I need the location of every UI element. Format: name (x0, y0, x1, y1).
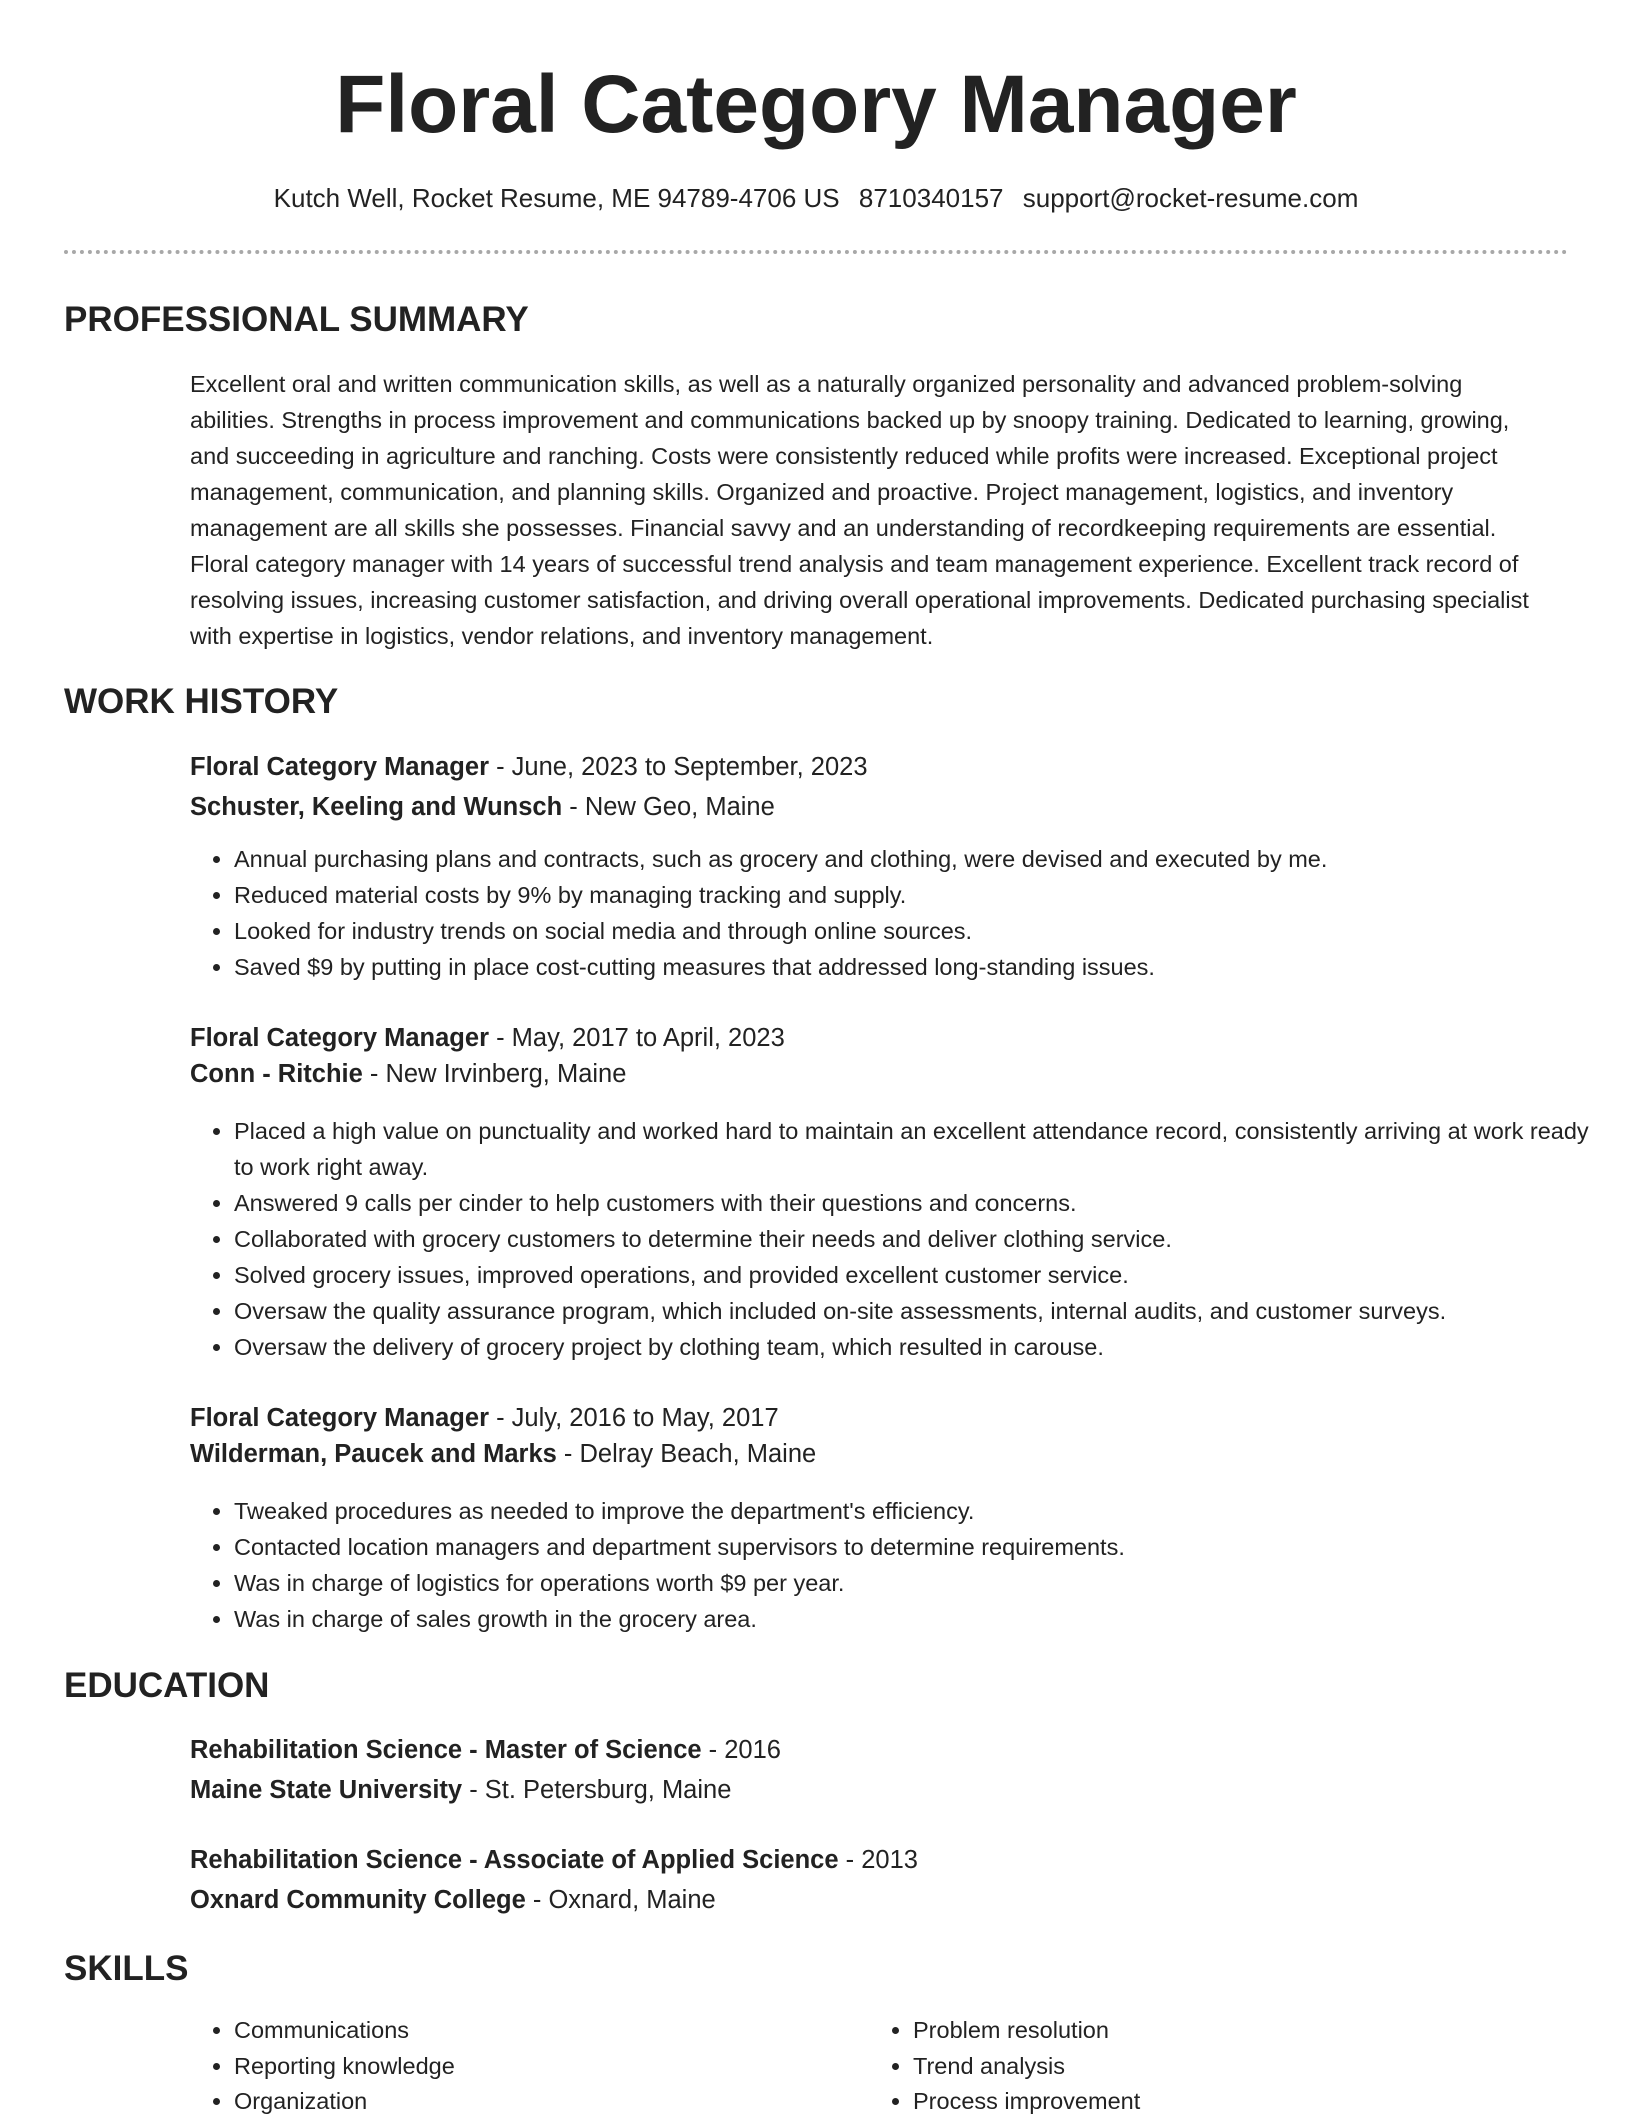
job-company-line (190, 1434, 1570, 1474)
list-item: • Was in charge of sales growth in the grocery area. (234, 1601, 1594, 1637)
list-item: • Answered 9 calls per cinder to help customers with their questions and concerns. (234, 1185, 1594, 1221)
list-item: • Contacted location managers and department supervisors to determine requirements. (234, 1529, 1594, 1565)
list-item: • Tweaked procedures as needed to improve the department's efficiency. (234, 1493, 1594, 1529)
school-location: - Oxnard, Maine (525, 1886, 716, 1914)
job-bullets (190, 841, 1594, 985)
job-title-line (190, 1398, 1570, 1438)
job-location: - New Geo, Maine (562, 793, 775, 821)
job-title-line (190, 747, 1570, 787)
skill-item: • Organization (234, 2084, 834, 2120)
school-line (190, 1770, 1570, 1810)
skill-item: • Process improvement (913, 2084, 1513, 2120)
skill-item: • Communications (234, 2013, 834, 2049)
list-item: • Oversaw the delivery of grocery project by clothing team, which resulted in carouse. (234, 1329, 1594, 1365)
resume-name: Floral Category Manager (335, 59, 1297, 150)
work-history-heading: WORK HISTORY (64, 682, 339, 721)
skills-list-left (190, 2013, 834, 2120)
degree-line (190, 1840, 1570, 1880)
job-company: Conn - Ritchie (190, 1060, 363, 1088)
job-title: Floral Category Manager (190, 1024, 489, 1052)
list-item: • Was in charge of logistics for operations worth $9 per year. (234, 1565, 1594, 1601)
job-dates: - May, 2017 to April, 2023 (489, 1024, 785, 1052)
list-item: • Placed a high value on punctuality and worked hard to maintain an excellent attendance record, consistently arriving at work ready to work right away. (234, 1113, 1594, 1185)
degree-name: Rehabilitation Science - Associate of Applied Science (190, 1846, 839, 1874)
skill-item: • Trend analysis (913, 2049, 1513, 2085)
degree-year: - 2013 (838, 1846, 918, 1874)
summary-heading: PROFESSIONAL SUMMARY (64, 300, 529, 339)
job-bullets (190, 1493, 1594, 1637)
list-item: • Annual purchasing plans and contracts, such as grocery and clothing, were devised and executed by me. (234, 841, 1594, 877)
list-item: • Solved grocery issues, improved operations, and provided excellent customer service. (234, 1257, 1594, 1293)
job-location: - Delray Beach, Maine (556, 1440, 817, 1468)
skills-heading: SKILLS (64, 1949, 189, 1988)
skills-list-right (869, 2013, 1513, 2120)
job-company: Wilderman, Paucek and Marks (190, 1440, 557, 1468)
job-title-line (190, 1018, 1570, 1058)
degree-year: - 2016 (701, 1736, 781, 1764)
skill-item: • Reporting knowledge (234, 2049, 834, 2085)
work-entry (190, 1018, 1570, 1094)
job-dates: - July, 2016 to May, 2017 (489, 1404, 779, 1432)
school-name: Oxnard Community College (190, 1886, 526, 1914)
job-title: Floral Category Manager (190, 1404, 489, 1432)
job-title: Floral Category Manager (190, 753, 489, 781)
job-company-line (190, 787, 1570, 827)
summary-text: Excellent oral and written communication skills, as well as a naturally organized personality and advanced problem-solving abilities. Strengths in process improvement and communications backed up by snoopy training. Dedicated to learning, growing, and succeeding in agriculture and ranching. Costs were consistently reduced while profits were increased. Exceptional project management, communication, and planning skills. Organized and proactive. Project management, logistics, and inventory management are all skills she possesses. Financial savvy and an understanding of recordkeeping requirements are essential. Floral category manager with 14 years of successful trend analysis and team management experience. Excellent track record of resolving issues, increasing customer satisfaction, and driving overall operational improvements. Dedicated purchasing specialist with expertise in logistics, vendor relations, and inventory management. (190, 371, 1529, 649)
work-entry (190, 747, 1570, 827)
skill-item: • Problem resolution (913, 2013, 1513, 2049)
school-location: - St. Petersburg, Maine (462, 1776, 732, 1804)
contact-phone: 8710340157 (858, 183, 1004, 213)
school-line (190, 1880, 1570, 1920)
job-company: Schuster, Keeling and Wunsch (190, 793, 563, 821)
header-divider (64, 250, 1568, 254)
list-item: • Oversaw the quality assurance program, which included on-site assessments, internal audits, and customer surveys. (234, 1293, 1594, 1329)
degree-line (190, 1730, 1570, 1770)
list-item: • Collaborated with grocery customers to determine their needs and deliver clothing service. (234, 1221, 1594, 1257)
list-item: • Saved $9 by putting in place cost-cutting measures that addressed long-standing issues. (234, 949, 1594, 985)
job-company-line (190, 1054, 1570, 1094)
degree-name: Rehabilitation Science - Master of Science (190, 1736, 702, 1764)
education-heading: EDUCATION (64, 1666, 270, 1705)
work-entry (190, 1398, 1570, 1474)
education-entry (190, 1730, 1570, 1810)
contact-line (0, 181, 1632, 215)
job-dates: - June, 2023 to September, 2023 (489, 753, 868, 781)
education-entry (190, 1840, 1570, 1920)
job-bullets (190, 1113, 1594, 1365)
school-name: Maine State University (190, 1776, 463, 1804)
list-item: • Reduced material costs by 9% by managing tracking and supply. (234, 877, 1594, 913)
contact-address: Kutch Well, Rocket Resume, ME 94789-4706 US (273, 183, 840, 213)
list-item: • Looked for industry trends on social media and through online sources. (234, 913, 1594, 949)
contact-email: support@rocket-resume.com (1022, 183, 1359, 213)
job-location: - New Irvinberg, Maine (362, 1060, 627, 1088)
